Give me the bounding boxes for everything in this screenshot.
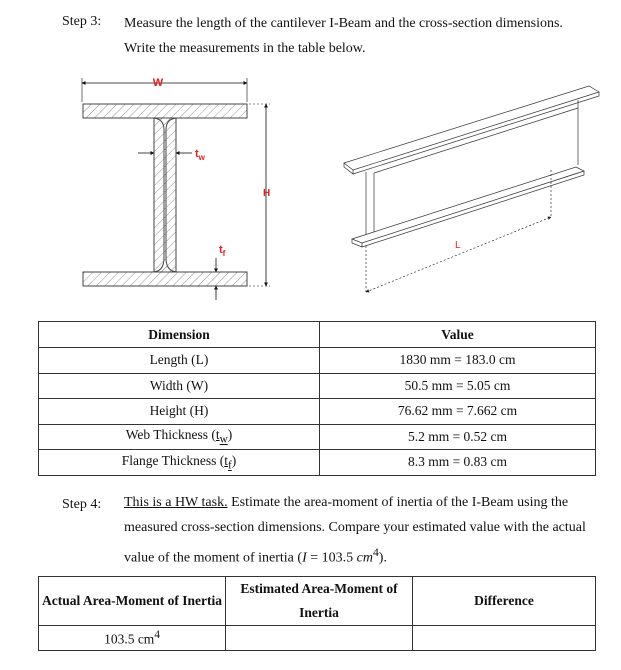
actual-value-cell: 103.5 $cm^4$ [39,626,226,651]
estimated-header: Estimated Area-Moment of Inertia [226,577,413,626]
value-cell: 76.62 mm = 7.662 cm [320,399,596,425]
h-label: H [263,188,271,199]
value-cell: 8.3 mm = 0.83 cm [320,450,596,476]
step3-line1: Measure the length of the cantilever I-Beam and the cross-section dimensions. [124,16,563,31]
value-cell: 1830 mm = 183.0 cm [320,348,596,374]
tw-label: $t_w$ [195,148,205,162]
actual-header: Actual Area-Moment of Inertia [39,577,226,626]
comparison-table [38,576,596,651]
value-cell: 5.2 mm = 0.52 cm [320,424,596,450]
width-dimension [82,77,247,102]
value-header: Value [320,322,596,348]
table-row [39,373,596,399]
table-header-row [39,322,596,348]
dimension-cell: Flange Thickness $(t_f)$ [39,450,320,476]
difference-value-cell[interactable] [413,626,596,651]
step4-instructions: This is a HW task. Estimate the area-moment of inertia of the I-Beam using the measured cross-section dimensions. Compare your estimated value with the actual value of the moment of inertia (I = 103.5 $cm^4$). [124,495,586,566]
table-row [39,424,596,450]
comparison-header-row [39,577,596,626]
hw-note: This is a HW task. [124,495,228,510]
ibeam-figure [0,0,621,310]
dimension-cell: Height (H) [39,399,320,425]
beam-3d [344,86,599,292]
step3-label: Step 3: [62,14,102,29]
dimension-cell: Web Thickness $(t_w)$ [39,424,320,450]
table-row [39,450,596,476]
comparison-value-row [39,626,596,651]
step3-line2: Write the measurements in the table below. [124,41,366,56]
value-cell: 50.5 mm = 5.05 cm [320,373,596,399]
height-dimension [249,104,270,286]
table-row [39,399,596,425]
step4-label: Step 4: [62,497,102,512]
dimensions-table [38,321,596,476]
l-label: L [455,240,461,251]
dimension-header: Dimension [39,322,320,348]
dimension-cell: Length (L) [39,348,320,374]
cross-section [72,104,247,286]
difference-header: Difference [413,577,596,626]
tf-label: $t_f$ [219,244,226,258]
dimension-cell: Width (W) [39,373,320,399]
w-label: W [152,77,164,89]
estimated-value-cell[interactable] [226,626,413,651]
table-row [39,348,596,374]
